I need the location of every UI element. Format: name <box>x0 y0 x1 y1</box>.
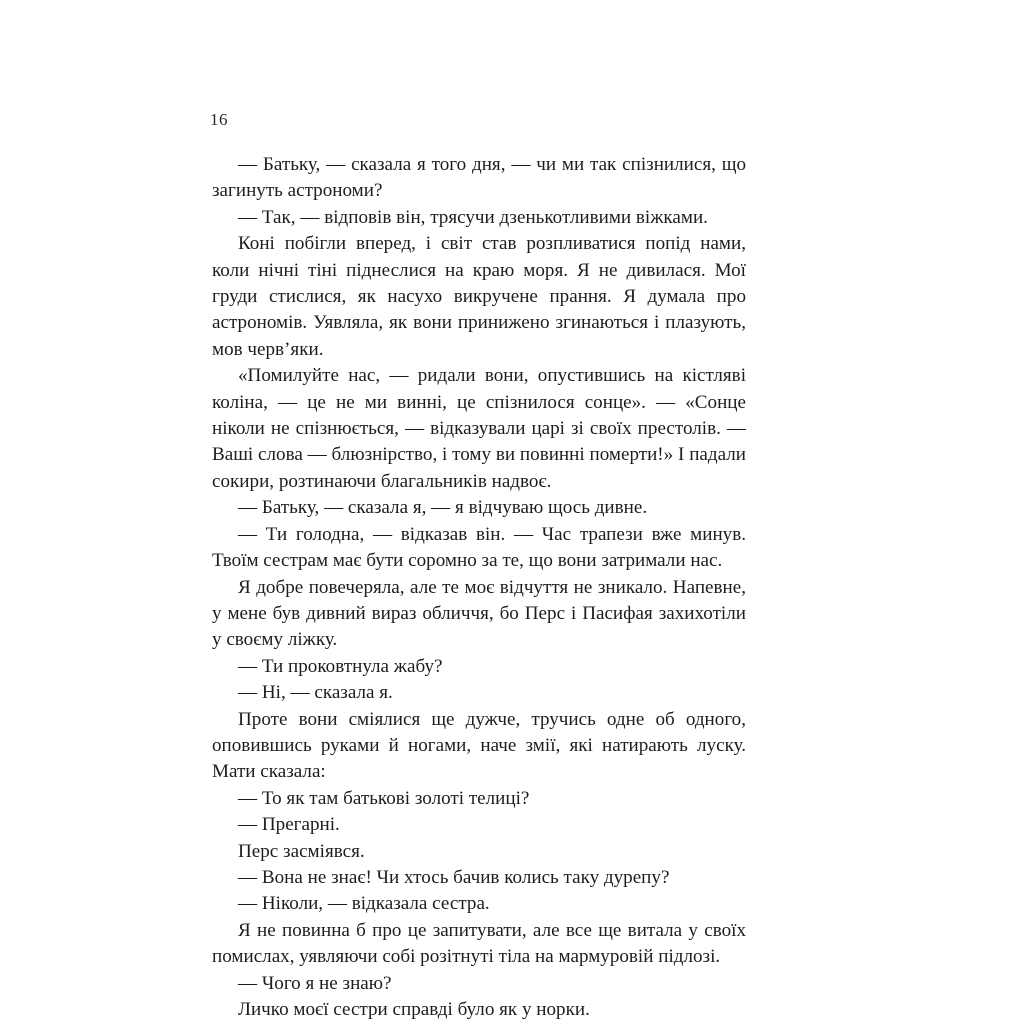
paragraph: Личко моєї сестри справді було як у норки. <box>238 999 590 1020</box>
paragraph: — Ти голодна, — відказав він. — Час трапези вже минув. Твоїм сестрам має бути соромно за те, що вони затримали нас. <box>212 523 746 572</box>
paragraph: Я не повинна б про це запитувати, але все ще витала у своїх помислах, уявляючи собі розітнуті тіла на мармуровій підлозі. <box>212 919 746 968</box>
paragraph: Коні побігли вперед, і світ став розпливатися попід нами, коли нічні тіні піднеслися на краю моря. Я не дивилася. Мої груди стислися, як насухо викручене прання. Я думала про астрономів. Уявляла, як вони принижено згинаються і плазують, мов черв’яки. <box>212 233 746 360</box>
paragraph: «Помилуйте нас, — ридали вони, опустившись на кістляві коліна, — це не ми винні, це спізнилося сонце». — «Сонце ніколи не спізнюється, — відказували царі зі своїх престолів. — Ваші слова — блюзнірство, і тому ви повинні померти!» І падали сокири, розтинаючи благальників надвоє. <box>212 365 746 492</box>
paragraph: — Вона не знає! Чи хтось бачив колись таку дурепу? <box>238 866 670 888</box>
paragraph: — Прегарні. <box>238 814 340 836</box>
paragraph: — Батьку, — сказала я того дня, — чи ми так спізнилися, що загинуть астрономи? <box>212 154 746 202</box>
paragraph: — Ні, — сказала я. <box>238 682 393 704</box>
paragraph: — То як там батькові золоті телиці? <box>238 787 530 809</box>
paragraph: — Батьку, — сказала я, — я відчуваю щось дивне. <box>238 497 648 519</box>
page-number: 16 <box>210 110 228 129</box>
body-text <box>212 152 746 1023</box>
paragraph: Я добре повечеряла, але те моє відчуття не зникало. Напевне, у мене був дивний вираз обличчя, бо Перс і Пасифая захихотіли у своєму ліжку. <box>212 576 746 651</box>
paragraph: Перс засміявся. <box>238 840 365 862</box>
paragraph: — Чого я не знаю? <box>238 972 392 994</box>
paragraph: — Ти проковтнула жабу? <box>238 655 443 677</box>
paragraph: — Так, — відповів він, трясучи дзенькотливими віжками. <box>238 206 708 228</box>
paragraph: Проте вони сміялися ще дужче, тручись одне об одного, оповившись руками й ногами, наче змії, які натирають луску. Мати сказала: <box>212 708 746 783</box>
paragraph: — Ніколи, — відказала сестра. <box>238 893 490 915</box>
